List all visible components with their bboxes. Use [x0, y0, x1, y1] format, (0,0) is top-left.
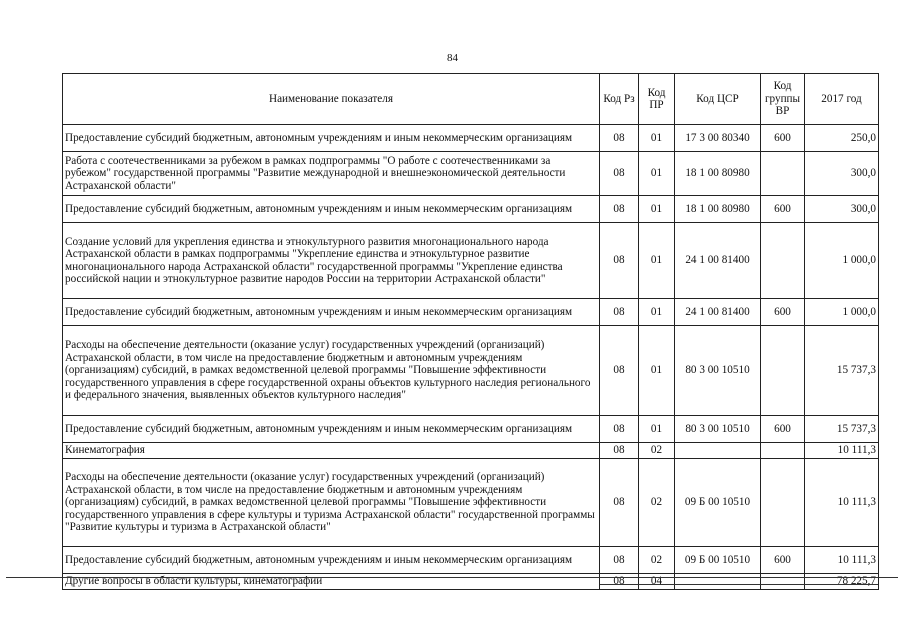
table-row — [63, 416, 879, 443]
header-year: 2017 год — [805, 74, 879, 125]
row-vr — [761, 574, 805, 590]
row-amount: 15 737,3 — [805, 326, 879, 416]
header-rz: Код Рз — [600, 74, 639, 125]
row-amount: 10 111,3 — [805, 547, 879, 574]
row-amount: 300,0 — [805, 196, 879, 223]
row-rz: 08 — [600, 547, 639, 574]
row-vr: 600 — [761, 196, 805, 223]
row-csr: 80 3 00 10510 — [675, 416, 761, 443]
row-vr — [761, 223, 805, 299]
row-pr: 02 — [639, 443, 675, 459]
row-rz: 08 — [600, 223, 639, 299]
header-name: Наименование показателя — [63, 74, 600, 125]
scan-artifact-line — [600, 584, 878, 585]
table-row — [63, 299, 879, 326]
row-vr — [761, 443, 805, 459]
page-number: 84 — [447, 52, 458, 64]
row-rz: 08 — [600, 459, 639, 547]
row-csr: 24 1 00 81400 — [675, 223, 761, 299]
row-pr: 01 — [639, 223, 675, 299]
budget-table — [62, 73, 879, 590]
row-pr: 02 — [639, 459, 675, 547]
row-amount: 78 225,7 — [805, 574, 879, 590]
row-pr: 01 — [639, 416, 675, 443]
row-name: Расходы на обеспечение деятельности (оказание услуг) государственных учреждений (организаций) Астраханской области, в том числе на предоставление бюджетным и автономным учреждениям (организациям) субсидий, в рамках ведомственной целевой программы "Повышение эффективности государственного управления в сфере культуры и туризма Астраханской области" государственной программы "Развитие культуры и туризма в Астраханской области" — [63, 459, 600, 547]
row-amount: 1 000,0 — [805, 223, 879, 299]
table-row — [63, 326, 879, 416]
row-csr: 09 Б 00 10510 — [675, 459, 761, 547]
row-pr: 02 — [639, 547, 675, 574]
table-header-row — [63, 74, 879, 125]
table-row — [63, 547, 879, 574]
table-row — [63, 152, 879, 196]
row-vr: 600 — [761, 125, 805, 152]
row-vr — [761, 459, 805, 547]
row-name: Создание условий для укрепления единства и этнокультурного развития многонационального народа Астраханской области в рамках подпрограммы "Укрепление единства и этнокультурное развитие многонационального народа Астраханской области" государственной программы "Укрепление единства российской нации и этнокультурное развитие народов России на территории Астраханской области" — [63, 223, 600, 299]
row-rz: 08 — [600, 443, 639, 459]
row-pr: 01 — [639, 125, 675, 152]
row-name: Предоставление субсидий бюджетным, автономным учреждениям и иным некоммерческим организациям — [63, 299, 600, 326]
scan-artifact-line — [6, 577, 898, 578]
row-csr — [675, 574, 761, 590]
row-pr: 01 — [639, 299, 675, 326]
row-rz: 08 — [600, 326, 639, 416]
row-csr — [675, 443, 761, 459]
row-name: Работа с соотечественниками за рубежом в рамках подпрограммы "О работе с соотечественниками за рубежом" государственной программы "Развитие международной и внешнеэкономической деятельности Астраханской области" — [63, 152, 600, 196]
row-pr: 04 — [639, 574, 675, 590]
row-csr: 09 Б 00 10510 — [675, 547, 761, 574]
header-vr: Код группы ВР — [761, 74, 805, 125]
table-row — [63, 443, 879, 459]
table-row — [63, 223, 879, 299]
row-rz: 08 — [600, 196, 639, 223]
row-name: Кинематография — [63, 443, 600, 459]
row-pr: 01 — [639, 196, 675, 223]
row-amount: 250,0 — [805, 125, 879, 152]
row-vr — [761, 152, 805, 196]
row-rz: 08 — [600, 299, 639, 326]
row-name: Предоставление субсидий бюджетным, автономным учреждениям и иным некоммерческим организациям — [63, 125, 600, 152]
row-pr: 01 — [639, 152, 675, 196]
row-vr: 600 — [761, 547, 805, 574]
row-csr: 24 1 00 81400 — [675, 299, 761, 326]
row-amount: 10 111,3 — [805, 443, 879, 459]
row-pr: 01 — [639, 326, 675, 416]
row-amount: 10 111,3 — [805, 459, 879, 547]
row-vr — [761, 326, 805, 416]
table-row — [63, 459, 879, 547]
header-csr: Код ЦСР — [675, 74, 761, 125]
row-vr: 600 — [761, 299, 805, 326]
row-csr: 18 1 00 80980 — [675, 196, 761, 223]
row-rz: 08 — [600, 125, 639, 152]
row-amount: 15 737,3 — [805, 416, 879, 443]
header-pr: Код ПР — [639, 74, 675, 125]
row-csr: 18 1 00 80980 — [675, 152, 761, 196]
table-row — [63, 125, 879, 152]
row-amount: 1 000,0 — [805, 299, 879, 326]
row-csr: 17 3 00 80340 — [675, 125, 761, 152]
row-name: Предоставление субсидий бюджетным, автономным учреждениям и иным некоммерческим организациям — [63, 416, 600, 443]
row-name: Другие вопросы в области культуры, кинематографии — [63, 574, 600, 590]
table-row — [63, 574, 879, 590]
row-vr: 600 — [761, 416, 805, 443]
row-rz: 08 — [600, 416, 639, 443]
row-rz: 08 — [600, 574, 639, 590]
row-name: Расходы на обеспечение деятельности (оказание услуг) государственных учреждений (организаций) Астраханской области, в том числе на предоставление бюджетным и автономным учреждениям (организациям) субсидий, в рамках ведомственной целевой программы "Повышение эффективности государственного управления в сфере государственной охраны объектов культурного наследия регионального и федерального значения, выявленных объектов культурного наследия" — [63, 326, 600, 416]
row-name: Предоставление субсидий бюджетным, автономным учреждениям и иным некоммерческим организациям — [63, 547, 600, 574]
table-row — [63, 196, 879, 223]
row-csr: 80 3 00 10510 — [675, 326, 761, 416]
row-rz: 08 — [600, 152, 639, 196]
row-name: Предоставление субсидий бюджетным, автономным учреждениям и иным некоммерческим организациям — [63, 196, 600, 223]
row-amount: 300,0 — [805, 152, 879, 196]
